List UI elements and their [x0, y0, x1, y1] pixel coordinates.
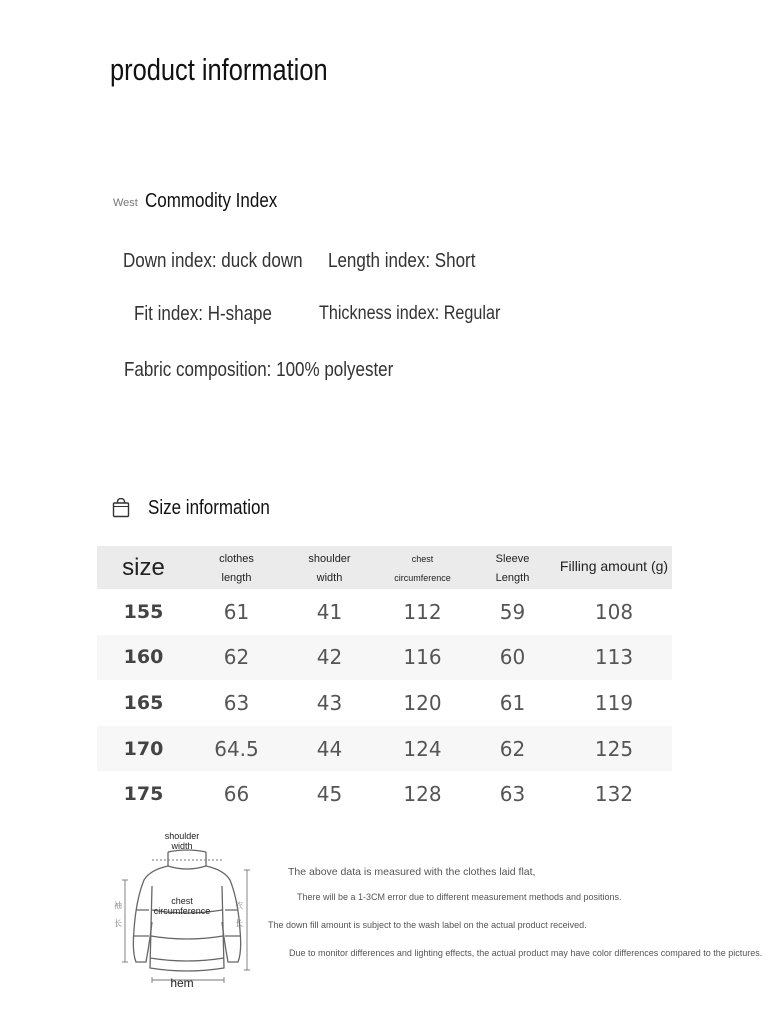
note-color-difference: Due to monitor differences and lighting effects, the actual product may have color differences compared to the pictures.	[289, 948, 763, 958]
cell-length: 63	[223, 690, 250, 715]
cell-chest: 116	[376, 635, 469, 681]
header-clothes-length: clothes length	[190, 546, 283, 589]
table-row	[97, 726, 672, 772]
cell-shoulder: 45	[316, 782, 343, 807]
cell-filling: 125	[556, 726, 672, 772]
fit-index: Fit index: H-shape	[134, 303, 272, 325]
table-row	[97, 771, 672, 817]
cell-filling: 108	[594, 599, 634, 624]
note-measurement-error: There will be a 1-3CM error due to different measurement methods and positions.	[297, 892, 622, 902]
cell-sleeve: 61	[499, 690, 526, 715]
header-sleeve-length: Sleeve Length	[469, 546, 556, 589]
cell-length: 62	[190, 635, 283, 681]
note-down-fill: The down fill amount is subject to the wash label on the actual product received.	[268, 920, 587, 930]
cell-filling: 113	[556, 635, 672, 681]
cell-sleeve: 59	[499, 599, 526, 624]
chest-circumference-label: chest circumference	[153, 896, 211, 916]
cell-size: 155	[123, 600, 164, 623]
cell-sleeve: 62	[469, 726, 556, 772]
table-row	[97, 589, 672, 635]
table-row	[97, 680, 672, 726]
note-measured-flat: The above data is measured with the clothes laid flat,	[288, 866, 536, 878]
down-index: Down index: duck down	[123, 250, 303, 272]
hem-label: hem	[170, 976, 194, 990]
cell-length: 66	[223, 782, 250, 807]
cell-shoulder: 43	[316, 690, 343, 715]
fabric-composition: Fabric composition: 100% polyester	[124, 359, 394, 381]
cell-shoulder: 44	[283, 726, 376, 772]
cell-sleeve: 60	[469, 635, 556, 681]
cell-chest: 112	[403, 599, 442, 624]
table-row	[97, 635, 672, 681]
cell-size: 165	[123, 691, 164, 714]
clothes-length-mark: 衣 长	[235, 901, 243, 928]
cell-sleeve: 63	[499, 782, 526, 807]
cell-size: 170	[97, 726, 190, 772]
sleeve-length-mark: 袖 长	[114, 901, 122, 928]
cell-length: 64.5	[190, 726, 283, 772]
measurement-diagram	[112, 830, 262, 1000]
size-information-title: Size information	[148, 497, 270, 519]
cell-chest: 128	[403, 782, 442, 807]
thickness-index: Thickness index: Regular	[319, 303, 501, 324]
cell-filling: 132	[594, 782, 634, 807]
section-prefix: West	[113, 197, 138, 209]
size-table	[97, 546, 672, 817]
cell-chest: 124	[376, 726, 469, 772]
length-index: Length index: Short	[328, 250, 476, 272]
shoulder-width-label: shoulder width	[164, 831, 200, 851]
cell-shoulder: 42	[283, 635, 376, 681]
cell-length: 61	[223, 599, 250, 624]
header-size: size	[97, 546, 190, 589]
header-shoulder-width: shoulder width	[283, 546, 376, 589]
shopping-bag-icon	[112, 498, 130, 518]
cell-size: 160	[97, 635, 190, 681]
table-header-row	[97, 546, 672, 589]
cell-shoulder: 41	[316, 599, 343, 624]
commodity-index-title: Commodity Index	[145, 190, 278, 212]
cell-filling: 119	[594, 690, 634, 715]
header-filling-amount: Filling amount (g)	[556, 546, 672, 589]
page-title: product information	[110, 52, 328, 87]
header-chest-circumference: chest circumference	[376, 546, 469, 589]
cell-chest: 120	[403, 690, 442, 715]
cell-size: 175	[123, 783, 164, 806]
